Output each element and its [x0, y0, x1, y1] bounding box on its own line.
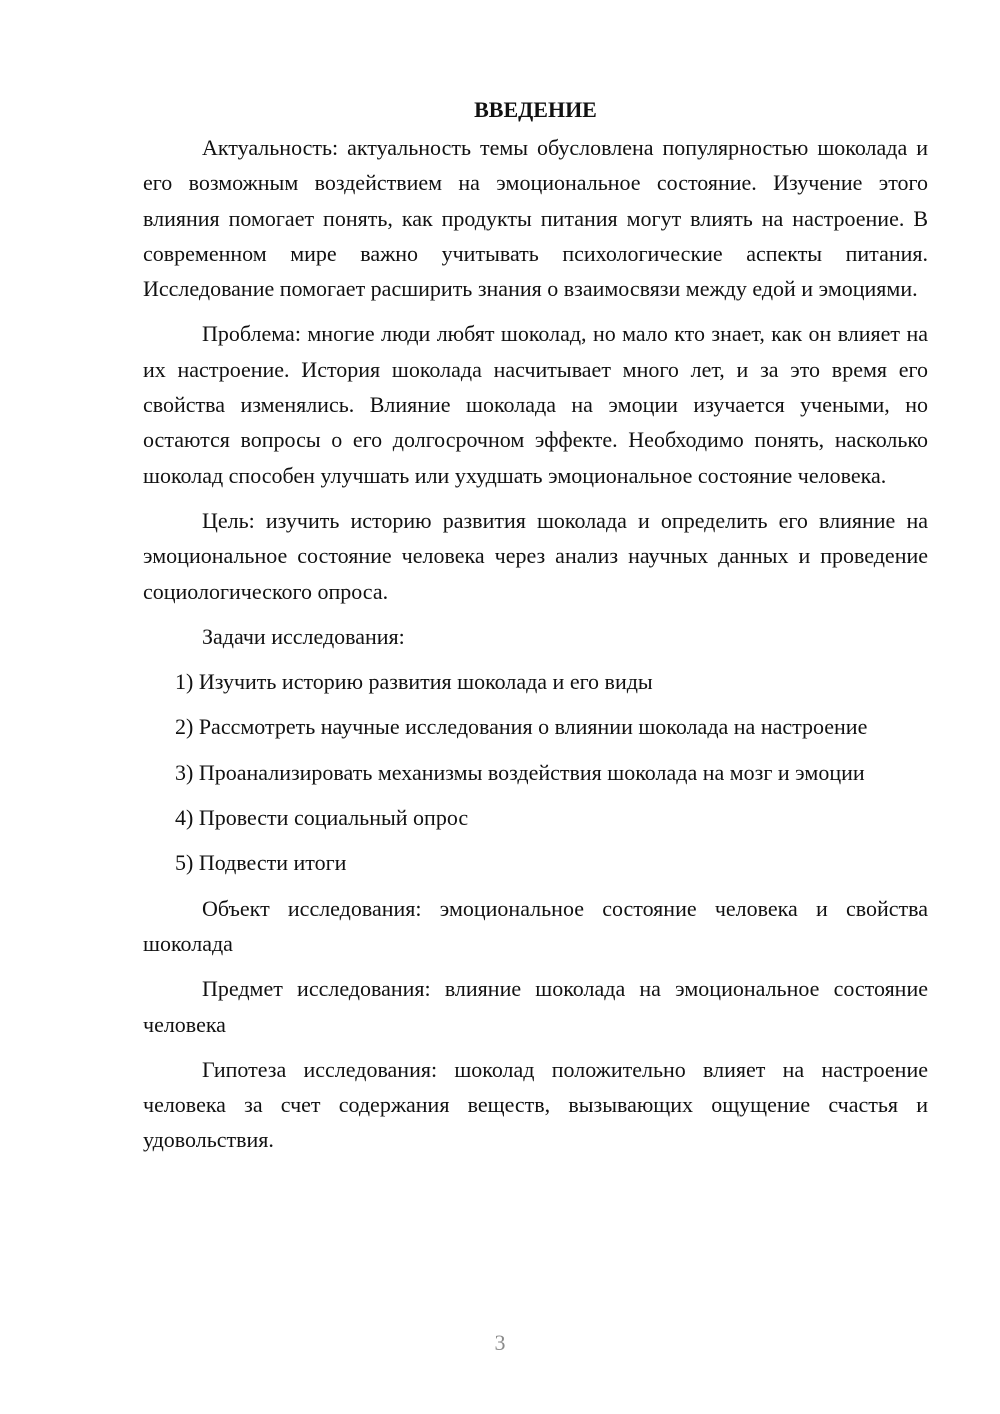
page-title: ВВЕДЕНИЕ [474, 97, 597, 122]
task-item-1: 1) Изучить историю развития шоколада и его виды [175, 669, 653, 695]
relevance-paragraph: Актуальность: актуальность темы обусловлена популярностью шоколада и его возможным воздействием на эмоциональное состояние. Изучение этого влияния помогает понять, как продукты питания могут влиять на настроение. В современном мире важно учитывать психологические аспекты питания. Исследование помогает расширить знания о взаимосвязи между едой и эмоциями. [143, 135, 928, 302]
page-body [143, 92, 928, 1158]
tasks-heading: Задачи исследования: [202, 623, 405, 649]
task-item-5: 5) Подвести итоги [175, 850, 347, 876]
hypothesis-paragraph: Гипотеза исследования: шоколад положительно влияет на настроение человека за счет содержания веществ, вызывающих ощущение счастья и удовольствия. [143, 1056, 928, 1153]
task-item-3: 3) Проанализировать механизмы воздействия шоколада на мозг и эмоции [175, 759, 865, 785]
object-paragraph: Объект исследования: эмоциональное состояние человека и свойства шоколада [143, 895, 928, 956]
goal-paragraph: Цель: изучить историю развития шоколада и определить его влияние на эмоциональное состояние человека через анализ научных данных и проведение социологического опроса. [143, 507, 928, 604]
problem-paragraph: Проблема: многие люди любят шоколад, но мало кто знает, как он влияет на их настроение. История шоколада насчитывает много лет, и за это время его свойства изменялись. Влияние шоколада на эмоции изучается учеными, но остаются вопросы о его долгосрочном эффекте. Необходимо понять, насколько шоколад способен улучшать или ухудшать эмоциональное состояние человека. [143, 321, 928, 488]
page-number: 3 [494, 1330, 506, 1355]
task-item-4: 4) Провести социальный опрос [175, 805, 469, 831]
subject-paragraph: Предмет исследования: влияние шоколада на эмоциональное состояние человека [143, 976, 928, 1037]
task-item-2: 2) Рассмотреть научные исследования о влиянии шоколада на настроение [175, 714, 868, 740]
